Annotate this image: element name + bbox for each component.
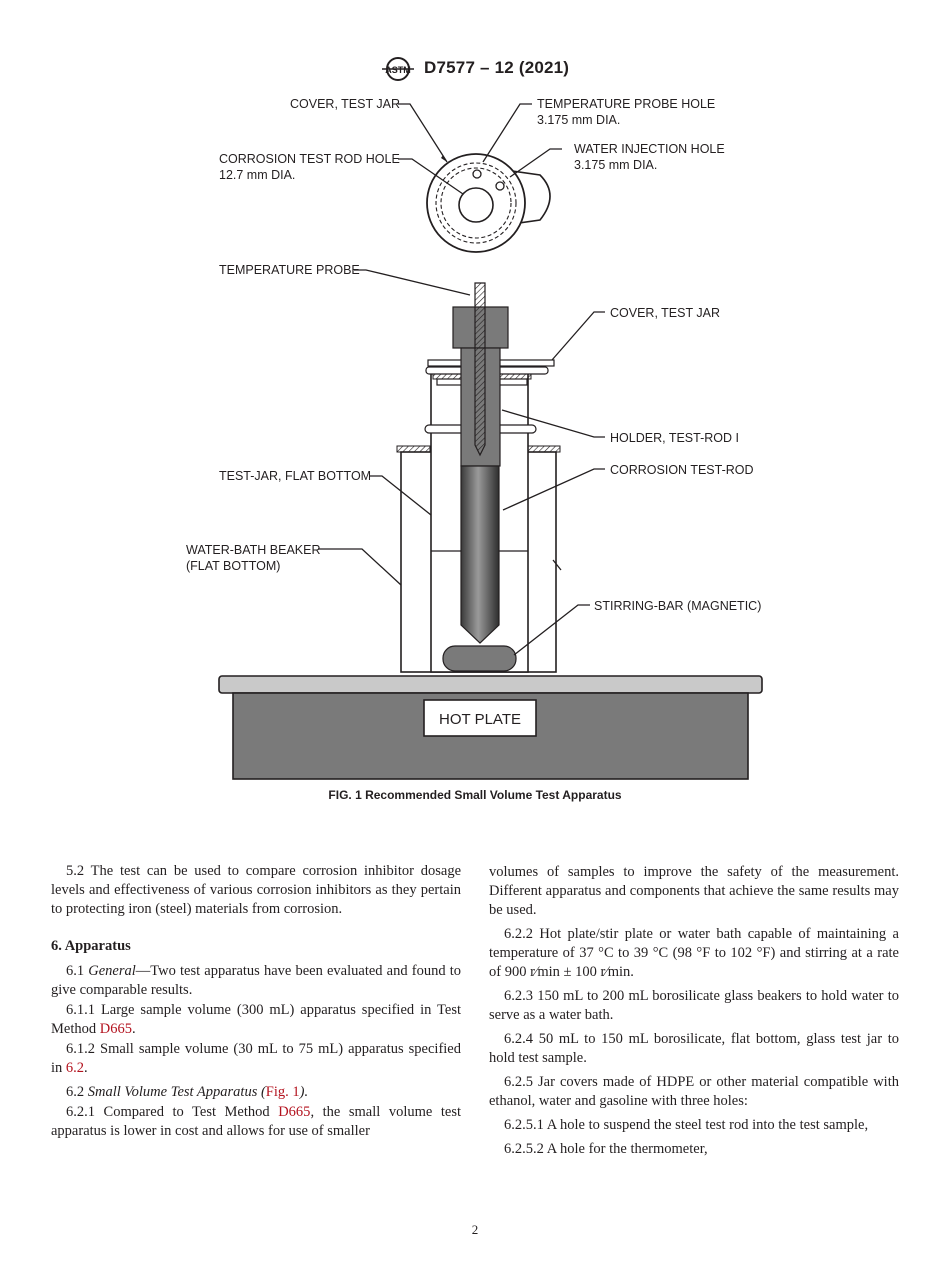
para-6-2-2: 6.2.2 Hot plate/stir plate or water bath capable of maintaining a temperature of 37 °C to 39 °C (98 °F to 102 °F) and stirring at a rate of 900 r⁄min ± 100 r⁄min. (489, 926, 899, 980)
para-6-2-1: 6.2.1 Compared to Test Method D665, the small volume test apparatus is lower in cost and allows for use of smaller (51, 1104, 461, 1139)
para-6-2-5: 6.2.5 Jar covers made of HDPE or other material compatible with ethanol, water and gasoline with three holes: (489, 1074, 899, 1109)
para-6-2-4: 6.2.4 50 mL to 150 mL borosilicate, flat bottom, glass test jar to hold test sample. (489, 1031, 899, 1066)
label-beaker: WATER-BATH BEAKER (186, 543, 321, 557)
para-continued: volumes of samples to improve the safety of the measurement. Different apparatus and components that achieve the same results may be used. (489, 864, 899, 918)
page-header (0, 55, 950, 83)
para-6-2-5-1: 6.2.5.1 A hole to suspend the steel test rod into the test sample, (504, 1117, 869, 1133)
label-holder: HOLDER, TEST-ROD I (610, 431, 739, 445)
left-column (51, 862, 461, 1142)
logo-text: ASTM (385, 65, 411, 75)
figure-caption: FIG. 1 Recommended Small Volume Test Apparatus (328, 788, 622, 802)
para-6-2-5-2: 6.2.5.2 A hole for the thermometer, (504, 1141, 708, 1157)
astm-logo (378, 55, 418, 83)
para-6-1-1: 6.1.1 Large sample volume (300 mL) apparatus specified in Test Method D665. (51, 1002, 461, 1037)
label-test-jar: TEST-JAR, FLAT BOTTOM (219, 469, 372, 483)
label-rod-hole: CORROSION TEST ROD HOLE (219, 152, 400, 166)
para-6-2: 6.2 Small Volume Test Apparatus (Fig. 1). (66, 1084, 309, 1100)
para-6-2-3: 6.2.3 150 mL to 200 mL borosilicate glass beakers to hold water to serve as a water bath. (489, 988, 899, 1023)
label-cover-side: COVER, TEST JAR (610, 306, 720, 320)
link-section-6-2[interactable]: 6.2 (65, 1060, 85, 1076)
document-id: D7577 – 12 (2021) (424, 58, 570, 77)
cover-top-view (427, 154, 550, 252)
para-5-2: 5.2 The test can be used to compare corrosion inhibitor dosage levels and effectiveness of various corrosion inhibitors as they pertain to protecting iron (steel) materials from corrosion. (51, 863, 461, 917)
label-rod-hole-dia: 12.7 mm DIA. (219, 168, 296, 182)
right-column (489, 863, 899, 1160)
section-heading-apparatus: 6. Apparatus (51, 938, 131, 954)
label-beaker-flat: (FLAT BOTTOM) (186, 559, 281, 573)
side-view-apparatus (219, 283, 762, 779)
page-number: 2 (471, 1222, 479, 1237)
label-test-rod: CORROSION TEST-ROD (610, 463, 754, 477)
para-6-1-2: 6.1.2 Small sample volume (30 mL to 75 mL) apparatus specified in 6.2. (51, 1041, 461, 1076)
label-stirring-bar: STIRRING-BAR (MAGNETIC) (594, 599, 762, 613)
label-temperature-probe: TEMPERATURE PROBE (219, 263, 360, 277)
link-d665[interactable]: D665 (99, 1021, 132, 1037)
label-water-injection-hole-dia: 3.175 mm DIA. (574, 158, 658, 172)
label-temp-probe-hole-dia: 3.175 mm DIA. (537, 113, 621, 127)
label-temp-probe-hole: TEMPERATURE PROBE HOLE (537, 97, 716, 111)
link-d665-2[interactable]: D665 (278, 1104, 311, 1120)
label-hot-plate: HOT PLATE (439, 711, 521, 728)
label-cover-top: COVER, TEST JAR (290, 97, 400, 111)
apparatus-figure (0, 85, 950, 785)
para-6-1: 6.1 General—Two test apparatus have been evaluated and found to give comparable results. (51, 963, 461, 998)
link-fig-1[interactable]: Fig. 1 (265, 1084, 300, 1100)
label-water-injection-hole: WATER INJECTION HOLE (574, 142, 725, 156)
